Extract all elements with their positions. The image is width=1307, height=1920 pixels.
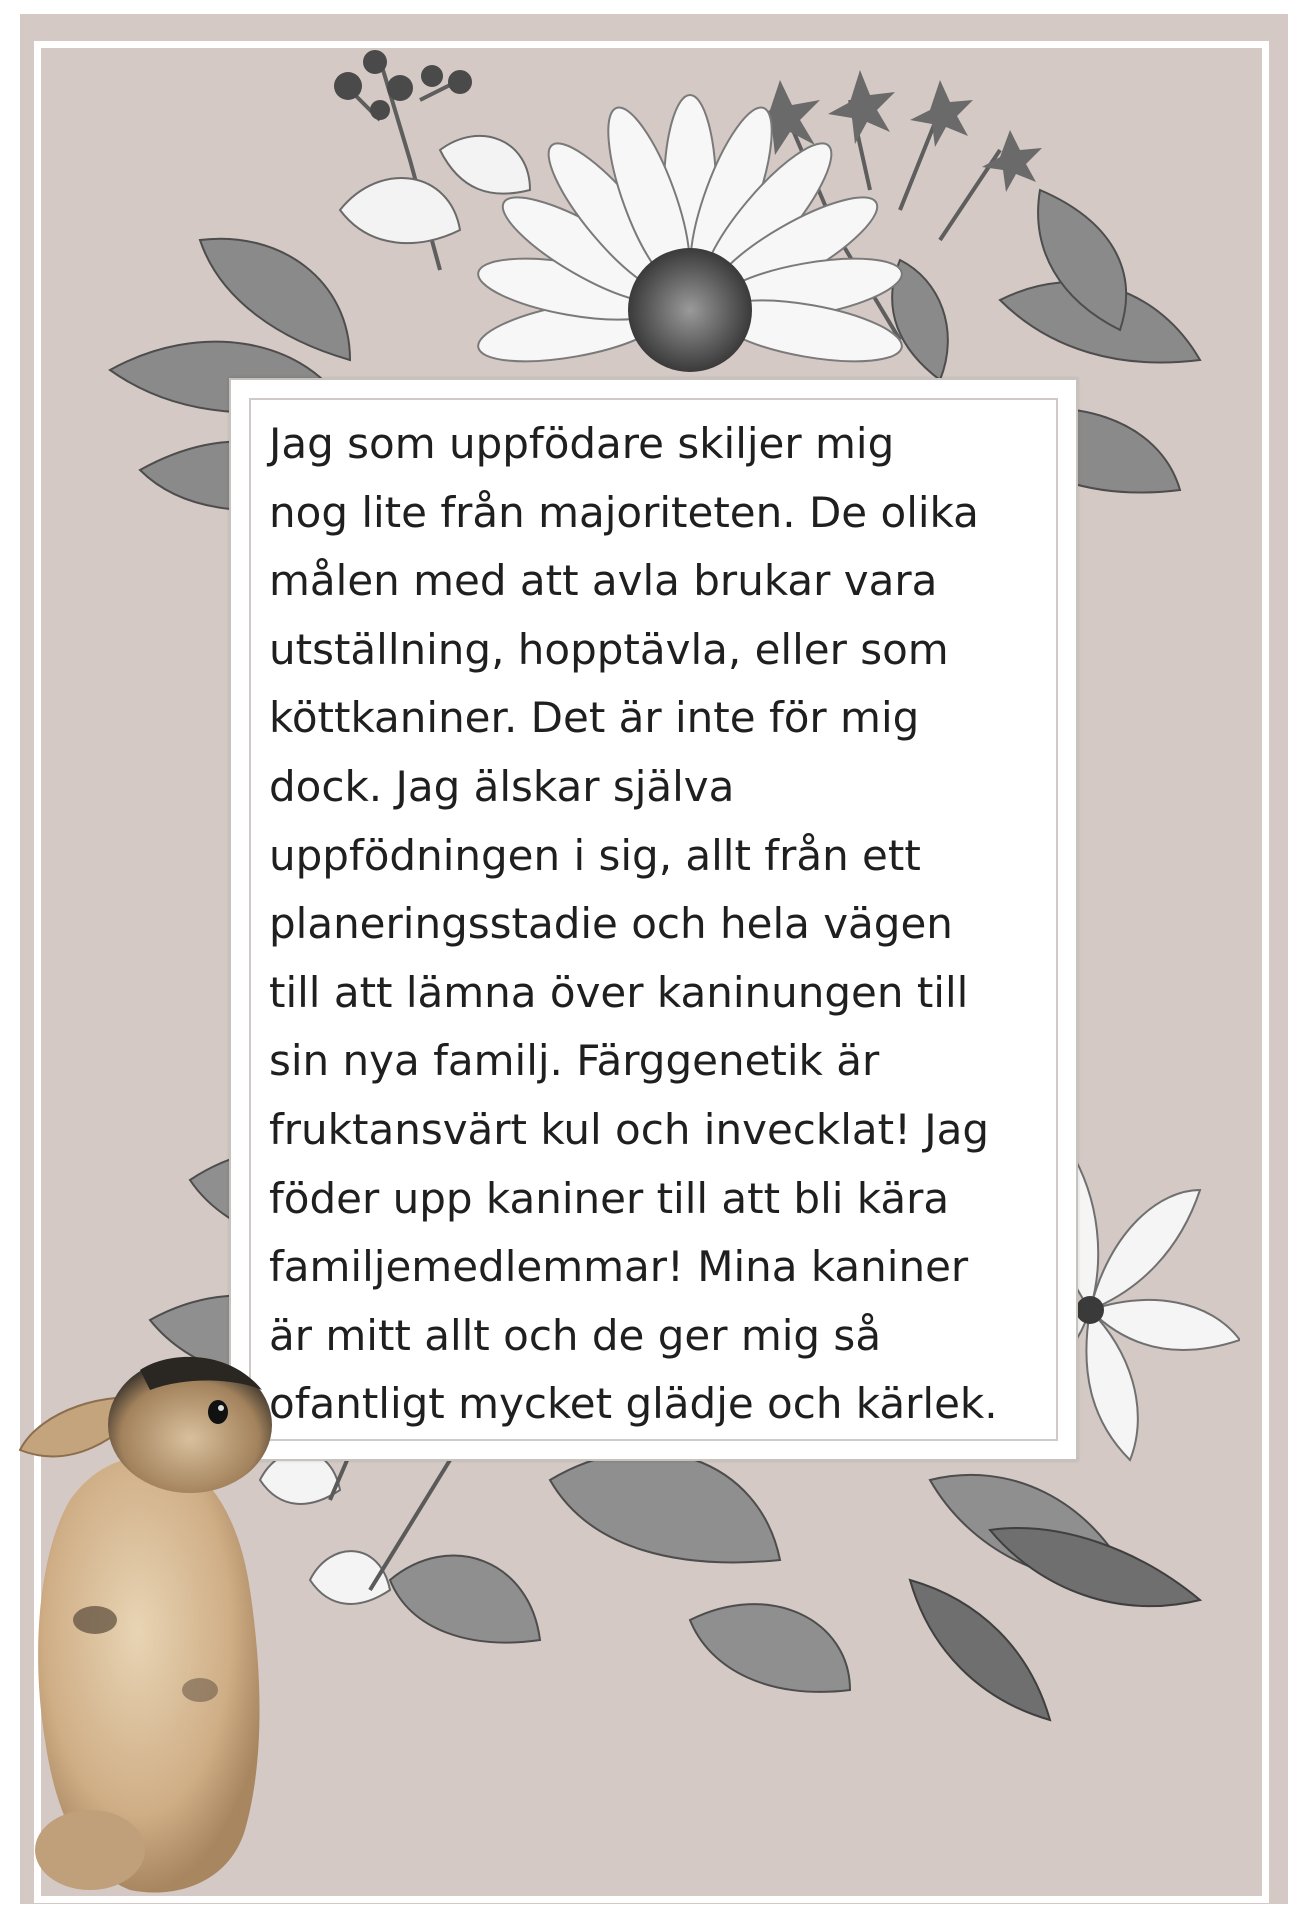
text-line: Jag som uppfödare skiljer mig (269, 419, 895, 468)
text-line: familjemedlemmar! Mina kaniner (269, 1242, 969, 1292)
text-line: dock. Jag älskar själva (269, 761, 735, 811)
text-line: föder upp kaniner till att bli kära (269, 1173, 950, 1223)
text-card (229, 378, 1078, 1461)
text-line: köttkaniner. Det är inte för mig (269, 693, 920, 743)
text-line: uppfödningen i sig, allt från ett (269, 830, 921, 880)
text-line: fruktansvärt kul och invecklat! Jag (269, 1104, 990, 1154)
text-line: sin nya familj. Färggenetik är (269, 1036, 880, 1086)
text-line: målen med att avla brukar vara (269, 556, 938, 606)
text-line: utställning, hopptävla, eller som (269, 624, 949, 674)
text-line: till att lämna över kaninungen till (269, 967, 969, 1017)
text-line: är mitt allt och de ger mig så (269, 1310, 882, 1360)
text-line: planeringsstadie och hela vägen (269, 899, 953, 949)
breeder-description (269, 410, 1049, 1439)
text-line: nog lite från majoriteten. De olika (269, 487, 979, 537)
bunny-photo (0, 1290, 280, 1910)
text-line: ofantligt mycket glädje och kärlek. (269, 1379, 998, 1429)
